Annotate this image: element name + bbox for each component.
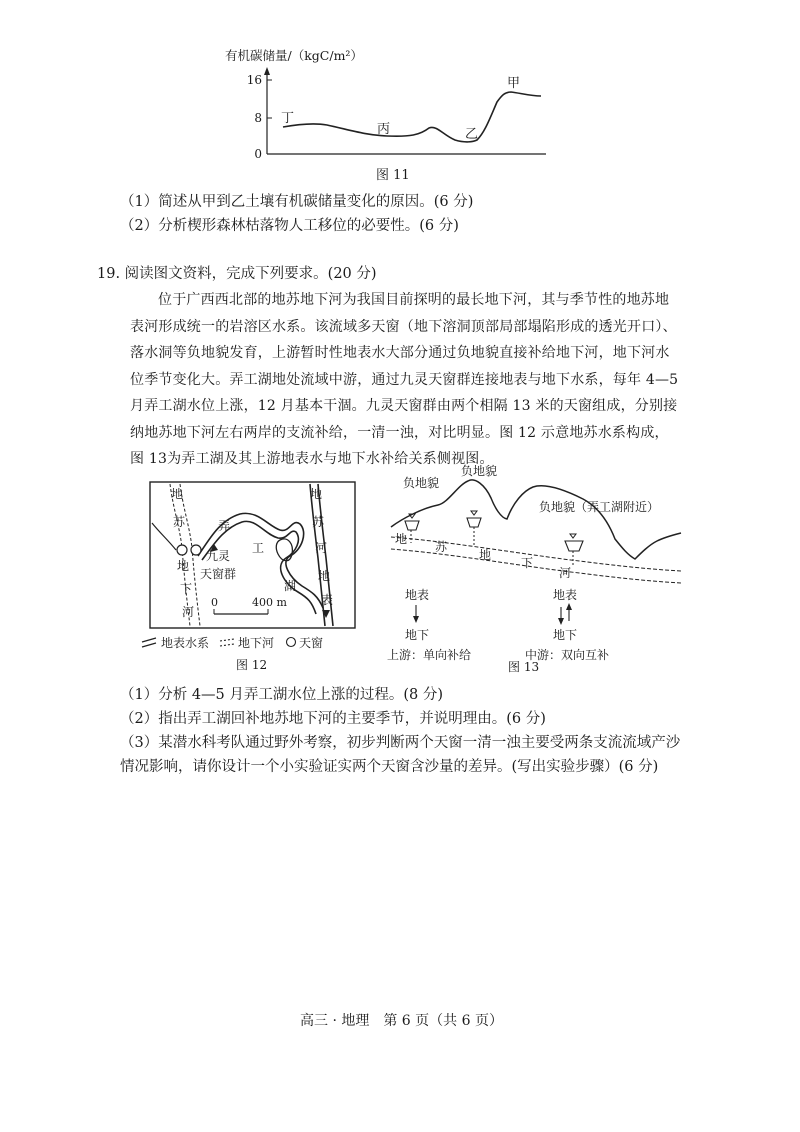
figure-12-map xyxy=(140,478,375,674)
fig13-water-level-3 xyxy=(570,534,576,538)
fig13-right-arrow-down-head xyxy=(558,618,564,625)
fig11-curve xyxy=(283,92,541,142)
fig11-caption: 图 11 xyxy=(376,168,410,183)
q19-sub1: （1）分析 4—5 月弄工湖水位上涨的过程。(8 分) xyxy=(120,687,444,703)
q18-sub2: （2）分析楔形森林枯落物人工移位的必要性。(6 分) xyxy=(120,218,459,234)
fig12-tianchuang-group: 天窗群 xyxy=(200,567,237,581)
fig13-left-underground: 地下 xyxy=(405,628,430,642)
fig12-legend-surface: 地表水系 xyxy=(161,636,210,650)
fig12-char-r5: 表 xyxy=(321,593,334,607)
fig12-window-1 xyxy=(177,545,187,555)
q19-line-7: 图 13为弄工湖及其上游地表水与地下水补给关系侧视图。 xyxy=(130,451,494,467)
page-footer: 高三 · 地理 第 6 页（共 6 页） xyxy=(300,1013,503,1029)
fig13-river-char-2: 苏 xyxy=(435,540,448,554)
fig13-river-char-1: 地 xyxy=(395,532,408,546)
fig13-left-arrow-head xyxy=(413,616,419,623)
fig11-tick-label-16: 16 xyxy=(246,73,262,87)
q19-line-5: 月弄工湖水位上涨，12 月基本干涸。九灵天窗群由两个相隔 13 米的天窗组成，分别接 xyxy=(130,398,678,414)
fig12-char-l2: 苏 xyxy=(173,515,186,529)
fig12-window-2 xyxy=(191,545,201,555)
fig11-y-arrow xyxy=(264,67,270,75)
fig12-legend-window-symbol xyxy=(287,638,296,647)
fig12-lake-char-2: 工 xyxy=(252,541,265,555)
q19-sub3-line1: （3）某潜水科考队通过野外考察，初步判断两个天窗一清一浊主要受两条支流流域产沙 xyxy=(120,735,681,751)
q19-title: 19. 阅读图文资料，完成下列要求。(20 分) xyxy=(97,266,377,282)
fig13-depression-2 xyxy=(467,518,481,527)
fig12-char-r4: 地 xyxy=(318,569,331,583)
fig12-char-l1: 地 xyxy=(171,487,184,501)
fig13-river-char-3: 地 xyxy=(479,548,492,562)
fig13-neg-landform-2: 负地貌 xyxy=(461,464,498,478)
fig11-tick-label-8: 8 xyxy=(254,111,262,125)
fig12-island xyxy=(276,539,292,561)
fig13-right-underground: 地下 xyxy=(553,628,578,642)
fig12-legend-surface-symbol xyxy=(142,638,156,647)
fig12-scale-zero: 0 xyxy=(211,596,218,609)
fig11-ylabel: 有机碳储量/（kgC/m²） xyxy=(225,48,363,63)
fig13-depression-1 xyxy=(405,521,419,530)
fig13-water-level-2 xyxy=(471,511,477,515)
fig12-lake-char-1: 弄 xyxy=(218,519,231,533)
figure-13-profile xyxy=(383,463,683,675)
q19-line-6: 纳地苏地下河左右两岸的支流补给，一清一浊，对比明显。图 12 示意地苏水系构成， xyxy=(130,424,669,441)
fig13-caption: 图 13 xyxy=(508,660,540,674)
q19-sub2: （2）指出弄工湖回补地苏地下河的主要季节，并说明理由。(6 分) xyxy=(120,711,546,727)
fig11-label-jia: 甲 xyxy=(507,76,521,91)
fig13-underground-river-bottom xyxy=(391,549,681,583)
fig12-jiuling: 九灵 xyxy=(206,549,231,563)
fig13-right-note: 中游：双向互补 xyxy=(525,648,610,662)
q19-line-1: 位于广西西北部的地苏地下河为我国目前探明的最长地下河，其与季节性的地苏地 xyxy=(158,292,670,308)
fig13-neg-landform-3: 负地貌（弄工湖附近） xyxy=(539,500,660,514)
fig12-char-r3: 河 xyxy=(315,541,328,555)
fig12-char-l3: 地 xyxy=(177,559,190,573)
fig12-char-l4: 下 xyxy=(180,582,193,596)
fig12-char-r2: 苏 xyxy=(312,515,325,529)
fig13-depression-3 xyxy=(565,541,583,551)
fig12-legend-underground-symbol xyxy=(220,639,234,646)
fig12-scale-400: 400 m xyxy=(252,596,287,609)
fig13-right-surface: 地表 xyxy=(553,588,578,602)
fig13-right-arrow-up-head xyxy=(566,603,572,610)
fig11-tick-label-0: 0 xyxy=(254,147,262,161)
q19-sub3-line2: 情况影响，请你设计一个小实验证实两个天窗含沙量的差异。(写出实验步骤）(6 分) xyxy=(120,759,659,775)
fig12-lake-char-3: 湖 xyxy=(284,579,297,593)
fig12-char-r1: 地 xyxy=(310,487,323,501)
fig11-label-yi: 乙 xyxy=(465,127,479,142)
fig13-river-char-4: 下 xyxy=(521,556,534,570)
fig11-label-ding: 丁 xyxy=(281,111,295,126)
fig12-legend-window: 天窗 xyxy=(299,636,324,650)
fig11-label-bing: 丙 xyxy=(377,122,391,137)
q19-line-2: 表河形成统一的岩溶区水系。该流域多天窗（地下溶洞顶部局部塌陷形成的透光开口）、 xyxy=(130,318,677,335)
q18-sub1: （1）简述从甲到乙土壤有机碳储量变化的原因。(6 分) xyxy=(120,194,474,210)
q19-line-4: 位季节变化大。弄工湖地处流域中游，通过九灵天窗群连接地表与地下水系，每年 4—5 xyxy=(130,371,679,388)
fig13-left-note: 上游：单向补给 xyxy=(387,648,472,662)
fig13-left-surface: 地表 xyxy=(405,588,430,602)
figure-11-chart xyxy=(215,40,575,180)
fig13-river-char-5: 河 xyxy=(559,566,572,580)
fig12-caption: 图 12 xyxy=(236,658,268,672)
fig12-legend-underground: 地下河 xyxy=(238,636,275,650)
fig13-neg-landform-1: 负地貌 xyxy=(403,476,440,490)
q19-material xyxy=(130,287,690,473)
q19-line-3: 落水洞等负地貌发育，上游暂时性地表水大部分通过负地貌直接补给地下河，地下河水 xyxy=(130,345,670,361)
fig12-char-l5: 河 xyxy=(182,605,195,619)
